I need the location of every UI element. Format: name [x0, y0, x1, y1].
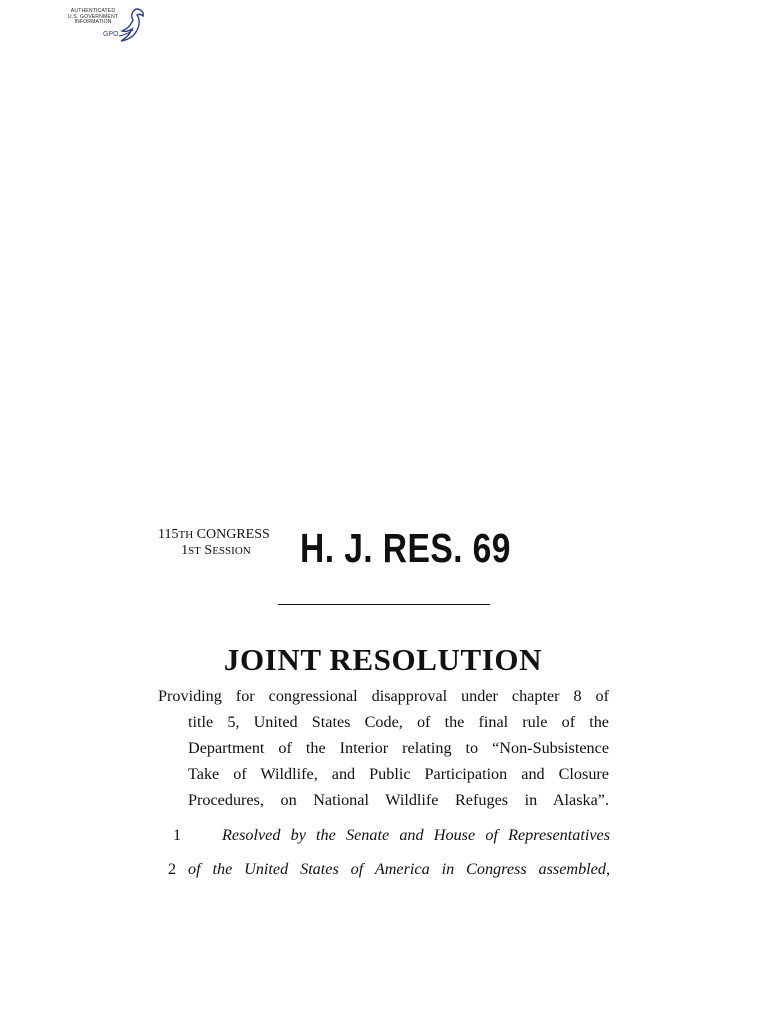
congress-session-block: [158, 527, 270, 559]
purpose-line: Procedures, on National Wildlife Refuges in Alaska”.: [188, 791, 609, 809]
purpose-line: title 5, United States Code, of the final rule of the: [188, 713, 609, 731]
seal-gpo-mark: GPO: [103, 31, 119, 38]
congress-line: 115TH CONGRESS: [158, 527, 270, 542]
resolution-number: H. J. RES. 69: [300, 525, 511, 571]
seal-line: AUTHENTICATED: [70, 8, 116, 14]
purpose-statement: [158, 683, 609, 813]
purpose-line: Department of the Interior relating to “Non-Subsistence: [188, 739, 609, 757]
seal-line: INFORMATION: [74, 19, 112, 26]
enacting-line: [158, 826, 610, 850]
enacting-line: [158, 860, 610, 884]
document-title: JOINT RESOLUTION: [223, 642, 543, 677]
session-line: 1ST SESSION: [181, 543, 251, 558]
line-number: 2: [167, 860, 177, 878]
purpose-line: Take of Wildlife, and Public Participation and Closure: [188, 765, 609, 783]
purpose-line: Providing for congressional disapproval under chapter 8 of: [158, 687, 609, 705]
eagle-icon: [114, 6, 146, 46]
gpo-authentication-seal: [62, 4, 146, 48]
enacting-text: of the United States of America in Congress assembled,: [188, 860, 610, 878]
seal-line: U.S. GOVERNMENT: [67, 13, 119, 20]
line-number: 1: [172, 826, 182, 844]
enacting-text: Resolved by the Senate and House of Representatives: [222, 826, 610, 844]
title-divider: [278, 604, 490, 605]
